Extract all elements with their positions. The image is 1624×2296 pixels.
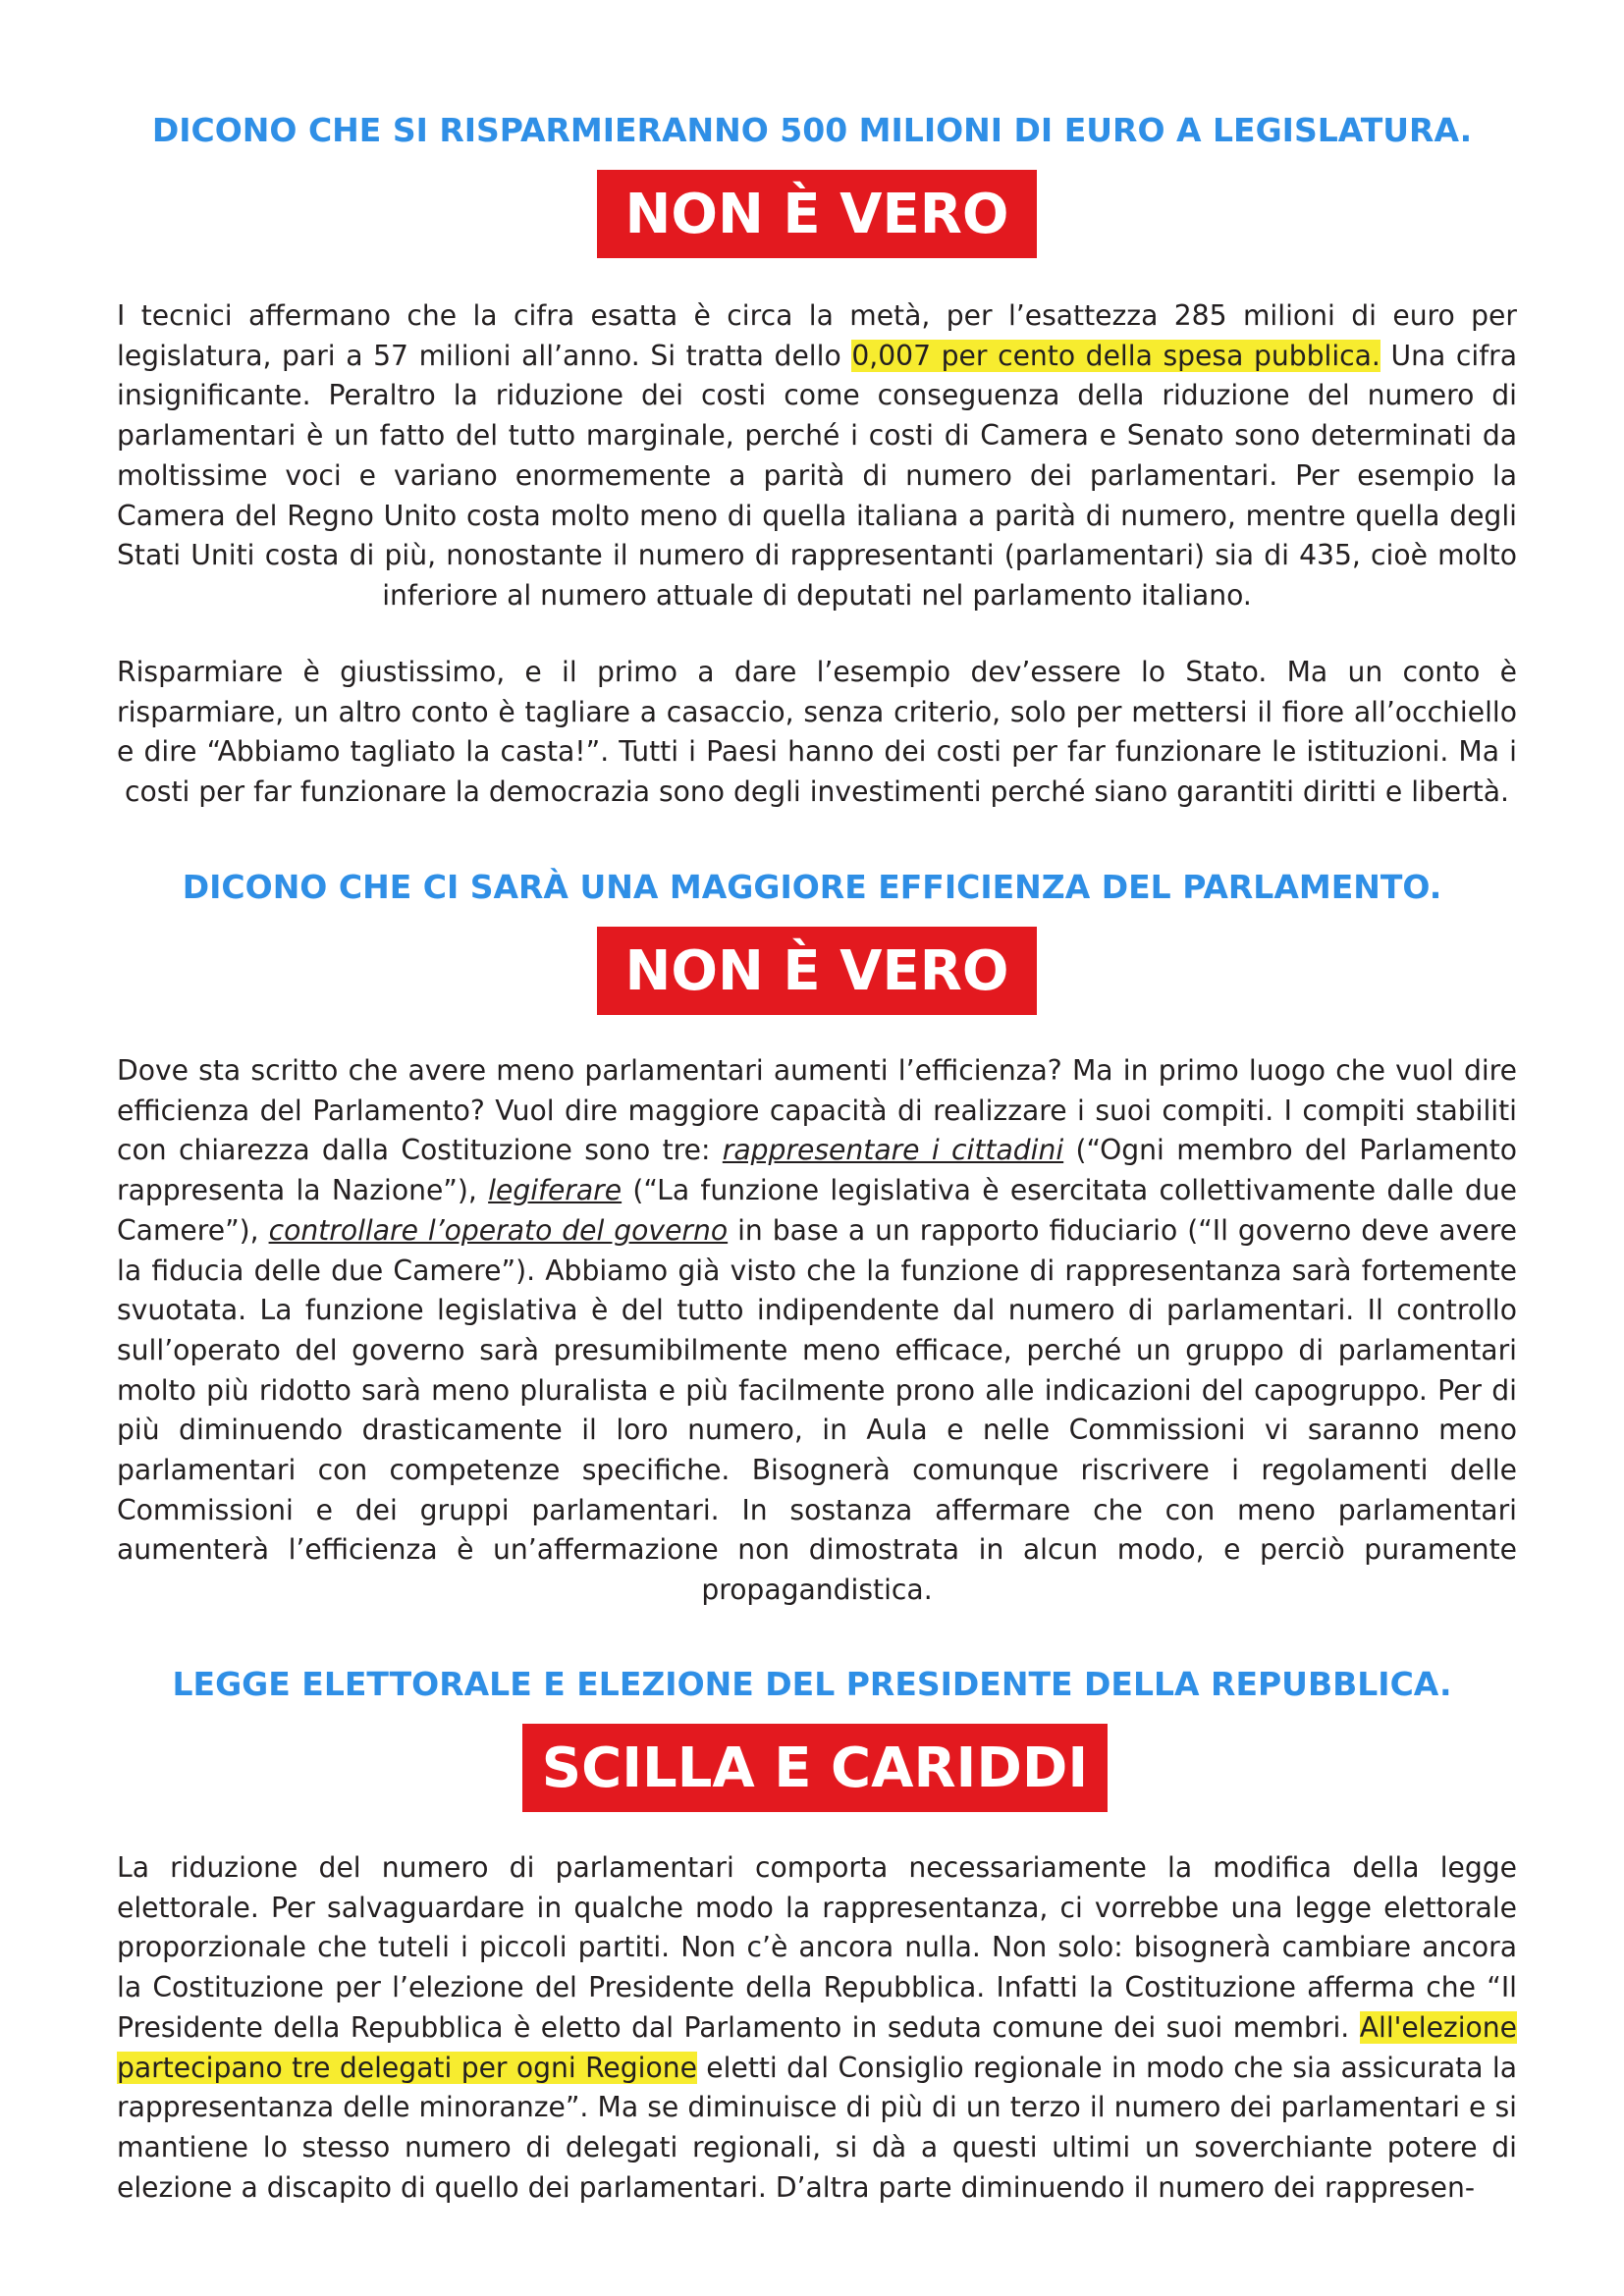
section1-heading: DICONO CHE SI RISPARMIERANNO 500 MILIONI DI EURO A LEGISLATURA. (151, 111, 1473, 149)
section1-paragraph-2: Risparmiare è giustissimo, e il primo a dare l’esempio dev’essere lo Stato. Ma un conto è risparmiare, un altro conto è tagliare a casaccio, senza criterio, solo per mettersi il fiore all’occhiello e dire “Abbiamo tagliato la casta!”. Tutti i Paesi hanno dei costi per far funzionare le istituzioni. Ma i costi per far funzionare la democrazia sono degli investimenti perché siano garantiti diritti e libertà. (117, 656, 1517, 809)
underlined-controllare-operato-governo: controllare l’operato del governo (268, 1213, 729, 1247)
section1-p1-text-a: I tecnici affermano che la cifra esatta è circa la metà, per l’esattezza 285 milioni di euro per legislatura, pari a 57 milioni all’anno. Si tratta dello (117, 299, 1517, 372)
underlined-rappresentare-i-cittadini: rappresentare i cittadini (722, 1134, 1064, 1167)
section1-banner-non-e-vero: NON È VERO (597, 170, 1037, 258)
section2-banner-non-e-vero: NON È VERO (597, 927, 1037, 1015)
section2-p1-text-d: in base a un rapporto fiduciario (“Il governo deve avere la fiducia delle due Camere”). Abbiamo già visto che la funzione di rappresentanza sarà fortemente svuotata. La funzione legislativa è del tutto indipendente dal numero di parlamentari. Il controllo sull’operato del governo sarà presumibilmente meno efficace, perché un gruppo di parlamentari molto più ridotto sarà meno pluralista e più facilmente prono alle indicazioni del capogruppo. Per di più diminuendo drasticamente il loro numero, in Aula e nelle Commissioni vi saranno meno parlamentari con competenze specifiche. Bisognerà comunque riscrivere i regolamenti delle Commissioni e dei gruppi parlamentari. In sostanza affermare che con meno parlamentari aumenterà l’efficienza è un’affermazione non dimostrata in alcun modo, e perciò puramente propagandistica. (117, 1213, 1517, 1607)
highlight-delegati-regione: All'elezione partecipano tre delegati per ogni Regione (117, 2010, 1517, 2084)
section2-heading: DICONO CHE CI SARÀ UNA MAGGIORE EFFICIENZA DEL PARLAMENTO. (182, 868, 1442, 906)
section3-banner-scilla-e-cariddi: SCILLA E CARIDDI (522, 1724, 1108, 1812)
section3-p1-text-b: eletti dal Consiglio regionale in modo che sia assicurata la rappresentanza delle minoranze”. Ma se diminuisce di più di un terzo il numero dei parlamentari e si mantiene lo stesso numero di delegati regionali, si dà a questi ultimi un soverchiante potere di elezione a discapito di quello dei parlamentari. D’altra parte diminuendo il numero dei rappresen- (117, 2051, 1517, 2204)
section2-p1-text-b: (“Ogni membro del Parlamento rappresenta la Nazione”), (117, 1134, 1517, 1207)
section2-paragraph-1 (117, 1051, 1517, 1611)
section3-p1-text-a: La riduzione del numero di parlamentari comporta necessariamente la modifica della legge elettorale. Per salvaguardare in qualche modo la rappresentanza, ci vorrebbe una legge elettorale proporzionale che tuteli i piccoli partiti. Non c’è ancora nulla. Non solo: bisognerà cambiare ancora la Costituzione per l’elezione del Presidente della Repubblica. Infatti la Costituzione afferma che “Il Presidente della Repubblica è eletto dal Parlamento in seduta comune dei suoi membri. (117, 1851, 1517, 2044)
section1-paragraph-1 (117, 296, 1517, 616)
section3-paragraph-1 (117, 1848, 1517, 2208)
underlined-legiferare: legiferare (488, 1174, 623, 1207)
highlight-spesa-pubblica: 0,007 per cento della spesa pubblica. (851, 339, 1380, 372)
section2-p1-text-c: (“La funzione legislativa è esercitata collettivamente dalle due Camere”), (117, 1174, 1517, 1247)
section1-p1-text-b: Una cifra insignificante. Peraltro la riduzione dei costi come conseguenza della riduzione del numero di parlamentari è un fatto del tutto marginale, perché i costi di Camera e Senato sono determinati da moltissime voci e variano enormemente a parità di numero dei parlamentari. Per esempio la Camera del Regno Unito costa molto meno di quella italiana a parità di numero, mentre quella degli Stati Uniti costa di più, nonostante il numero di rappresentanti (parlamentari) sia di 435, cioè molto inferiore al numero attuale di deputati nel parlamento italiano. (117, 339, 1517, 612)
section3-heading: LEGGE ELETTORALE E ELEZIONE DEL PRESIDENTE DELLA REPUBBLICA. (172, 1665, 1452, 1703)
section2-p1-text-a: Dove sta scritto che avere meno parlamentari aumenti l’efficienza? Ma in primo luogo che vuol dire efficienza del Parlamento? Vuol dire maggiore capacità di realizzare i suoi compiti. I compiti stabiliti con chiarezza dalla Costituzione sono tre: (117, 1054, 1517, 1167)
